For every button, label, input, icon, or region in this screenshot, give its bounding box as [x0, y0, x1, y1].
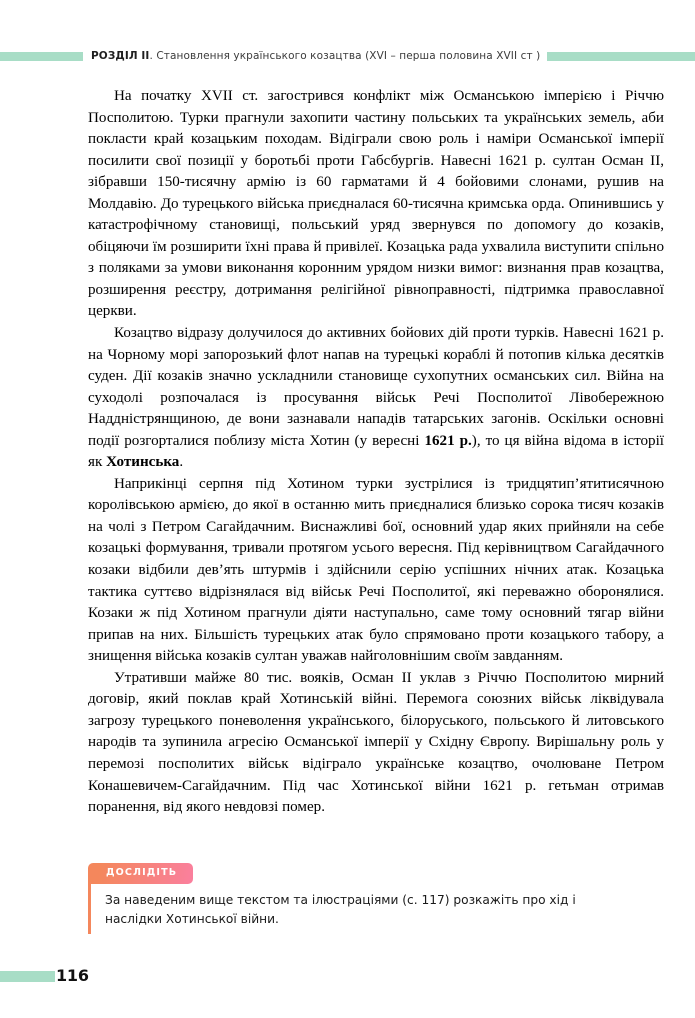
running-head-accent-bar-left — [0, 52, 83, 61]
page-footer — [0, 966, 240, 986]
chapter-label: РОЗДІЛ II — [91, 49, 150, 62]
paragraph-2-bold-term: Хотинська — [106, 454, 180, 471]
paragraph-1: На початку XVII ст. загострився конфлікт між Османською імперією і Річчю Посполитою. Турки прагнули захопити частину польських та українських земель, аби покласти край козацьким походам. Відіграли свою роль і наміри Османської імперії посилити свої позиції у боротьбі проти Габсбургів. Навесні 1621 р. султан Осман II, зібравши 150-тисячну армію із 60 гарматами й 4 бойовими слонами, рушив на Молдавію. До турецького війська приєдналася 60-тисячна кримська орда. Опинившись у катастрофічному становищі, польський уряд звернувся по допомогу до козаків, обіцяючи їм розширити їхні права й привілеї. Козацька рада ухвалила виступити спільно з поляками за умови виконання коронним урядом низки вимог: визнання прав козацтва, розширення реєстру, дотримання релігійної рівноправності, підтримка православної церкви. — [88, 88, 664, 320]
explore-callout — [88, 862, 664, 934]
chapter-title: . Становлення українського козацтва (XVI – перша половина XVII ст ) — [149, 49, 541, 62]
text-column — [88, 86, 664, 819]
running-head — [0, 46, 695, 66]
paragraph-3: Наприкінці серпня під Хотином турки зустрілися із тридцятип’ятитисячною королівською армією, до якої в останню мить приєдналися близько сорока тисяч козаків на чолі з Петром Сагайдачним. Виснажливі бої, основний удар яких прийняли на себе козацькі формування, тривали протягом усього вересня. Під керівництвом Сагайдачного козаки відбили дев’ять штурмів і здійснили серію успішних нічних атак. Козацька тактика суттєво відрізнялася від військ Речі Посполитої, які переважно оборонялися. Козаки ж під Хотином прагнули діяти наступально, саме тому основний тягар війни припав на них. Більшість турецьких атак було спрямовано проти козацького табору, а знищення війська козаків султан уважав найголовнішим своїм завданням. — [88, 475, 664, 665]
explore-task-text: За наведеним вище текстом та ілюстраціями (с. 117) розкажіть про хід і наслідки Хотинської війни. — [105, 892, 576, 927]
folio-accent-bar — [0, 971, 55, 982]
running-head-text — [83, 51, 547, 62]
paragraph-2-text-after: . — [179, 454, 184, 471]
paragraph-2-bold-date: 1621 р. — [424, 432, 472, 449]
paragraph-2-text-mid: ), то ця війна відома в історії як — [88, 432, 664, 471]
explore-callout-body — [88, 881, 664, 934]
paragraph-2-text-before: Козацтво відразу долучилося до активних бойових дій проти турків. Навесні 1621 р. на Чорному морі запорозький флот напав на турецькі кораблі й потопив кілька десятків суден. Дії козаків значно ускладнили становище сухопутних османських сил. Війна на суходолі розпочалася із просування військ Речі Посполитої Лівобережною Наддністрянщиною, де вони зазнавали нападів татарських загонів. Оскільки основні події розгорталися поблизу міста Хотин (у вересні — [88, 325, 664, 449]
explore-tab-label: ДОСЛІДІТЬ — [88, 863, 193, 884]
paragraph-4: Утративши майже 80 тис. вояків, Осман II уклав з Річчю Посполитою мирний договір, який поклав край Хотинській війні. Перемога союзних військ ліквідувала загрозу турецького поневолення українського, білоруського, польського й литовського народів та зупинила агресію Османської імперії у Східну Європу. Вирішальну роль у перемозі посполитих військ відіграло українське козацтво, очолюване Петром Конашевичем-Сагайдачним. Під час Хотинської війни 1621 р. гетьман отримав поранення, від якого невдовзі помер. — [88, 669, 664, 816]
page-number: 116 — [56, 966, 89, 985]
paragraph-2 — [88, 323, 664, 474]
running-head-accent-bar-right — [547, 52, 695, 61]
